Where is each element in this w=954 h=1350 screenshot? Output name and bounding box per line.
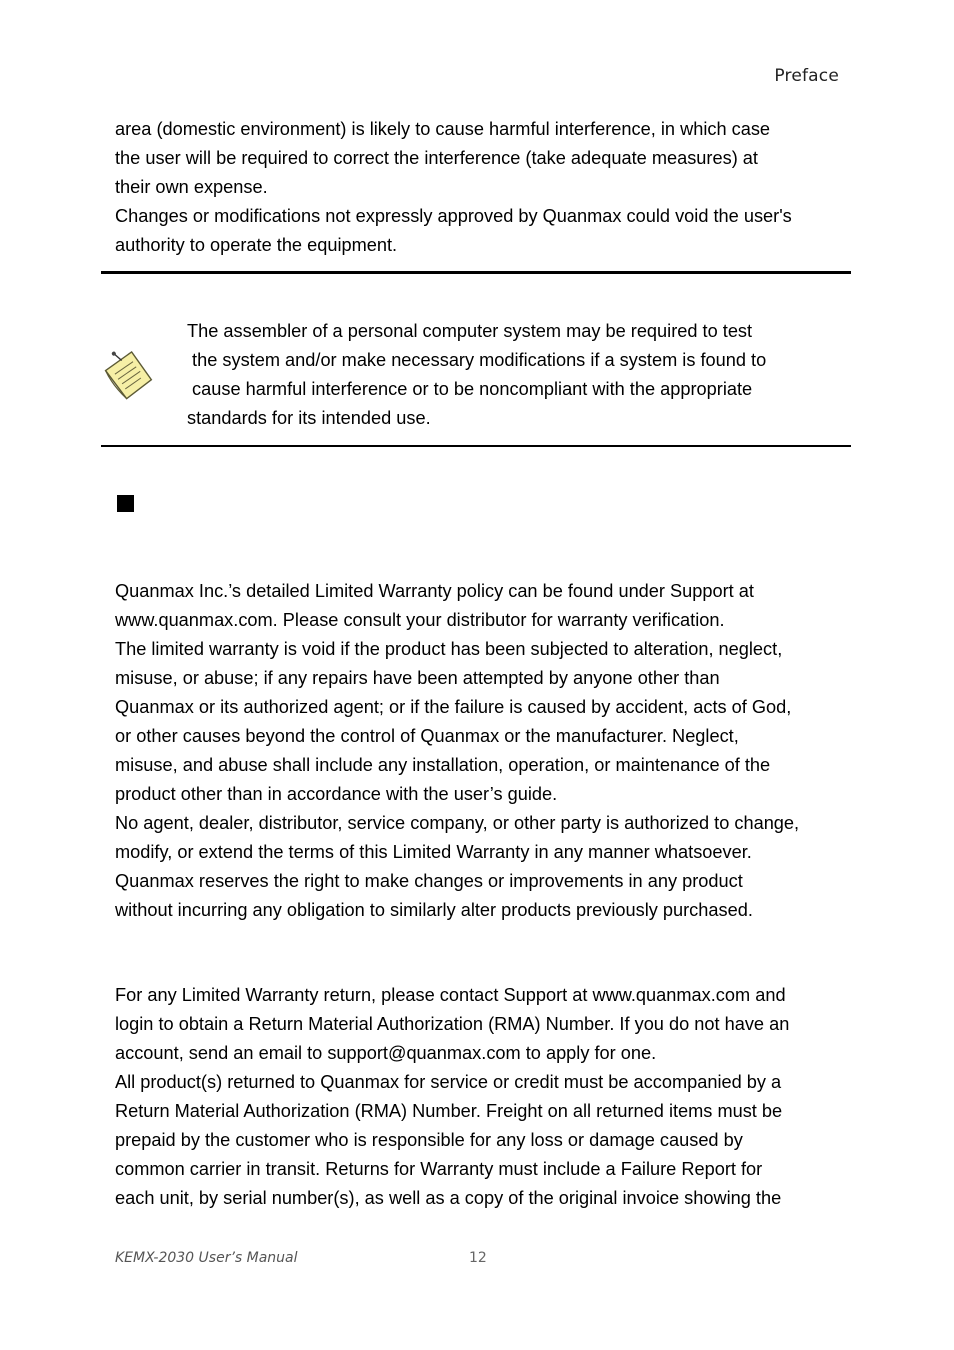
divider-thin (101, 445, 851, 447)
text-line: misuse, or abuse; if any repairs have been attempted by anyone other than (115, 668, 720, 688)
note-line: standards for its intended use. (187, 408, 431, 428)
text-line: misuse, and abuse shall include any installation, operation, or maintenance of the (115, 755, 771, 775)
text-line: modify, or extend the terms of this Limited Warranty in any manner whatsoever. (115, 842, 752, 862)
note-text (187, 317, 827, 433)
note-line: the system and/or make necessary modifications if a system is found to (187, 350, 767, 370)
text-line: All product(s) returned to Quanmax for service or credit must be accompanied by a (115, 1072, 782, 1092)
text-line: The limited warranty is void if the product has been subjected to alteration, neglect, (115, 639, 783, 659)
text-line: common carrier in transit. Returns for Warranty must include a Failure Report for (115, 1159, 763, 1179)
text-line: each unit, by serial number(s), as well as a copy of the original invoice showing the (115, 1188, 782, 1208)
page-header-section: Preface (774, 66, 839, 86)
text-line: without incurring any obligation to similarly alter products previously purchased. (115, 900, 753, 920)
footer-page-number: 12 (469, 1250, 487, 1266)
text-line: Return Material Authorization (RMA) Number. Freight on all returned items must be (115, 1101, 783, 1121)
note-line: The assembler of a personal computer system may be required to test (187, 321, 753, 341)
returns-paragraph (115, 981, 850, 1213)
text-line: Changes or modifications not expressly approved by Quanmax could void the user's (115, 206, 792, 226)
note-line: cause harmful interference or to be noncompliant with the appropriate (187, 379, 753, 399)
intro-paragraph (115, 115, 850, 260)
text-line: login to obtain a Return Material Authorization (RMA) Number. If you do not have an (115, 1014, 790, 1034)
text-line: or other causes beyond the control of Quanmax or the manufacturer. Neglect, (115, 726, 739, 746)
text-line: Quanmax or its authorized agent; or if the failure is caused by accident, acts of God, (115, 697, 792, 717)
section-bullet-icon (117, 495, 134, 512)
text-line: area (domestic environment) is likely to cause harmful interference, in which case (115, 119, 771, 139)
note-pad-icon (98, 345, 160, 407)
divider-thick (101, 271, 851, 274)
text-line: their own expense. (115, 177, 268, 197)
warranty-paragraph (115, 577, 850, 925)
text-line: Quanmax Inc.’s detailed Limited Warranty policy can be found under Support at (115, 581, 754, 601)
footer-manual-title: KEMX-2030 User’s Manual (115, 1250, 298, 1266)
text-line: the user will be required to correct the interference (take adequate measures) at (115, 148, 758, 168)
text-line: No agent, dealer, distributor, service company, or other party is authorized to change, (115, 813, 800, 833)
text-line: prepaid by the customer who is responsible for any loss or damage caused by (115, 1130, 743, 1150)
text-line: www.quanmax.com. Please consult your distributor for warranty verification. (115, 610, 725, 630)
text-line: For any Limited Warranty return, please contact Support at www.quanmax.com and (115, 985, 786, 1005)
text-line: Quanmax reserves the right to make changes or improvements in any product (115, 871, 743, 891)
text-line: product other than in accordance with the user’s guide. (115, 784, 558, 804)
text-line: account, send an email to support@quanmax.com to apply for one. (115, 1043, 657, 1063)
text-line: authority to operate the equipment. (115, 235, 398, 255)
